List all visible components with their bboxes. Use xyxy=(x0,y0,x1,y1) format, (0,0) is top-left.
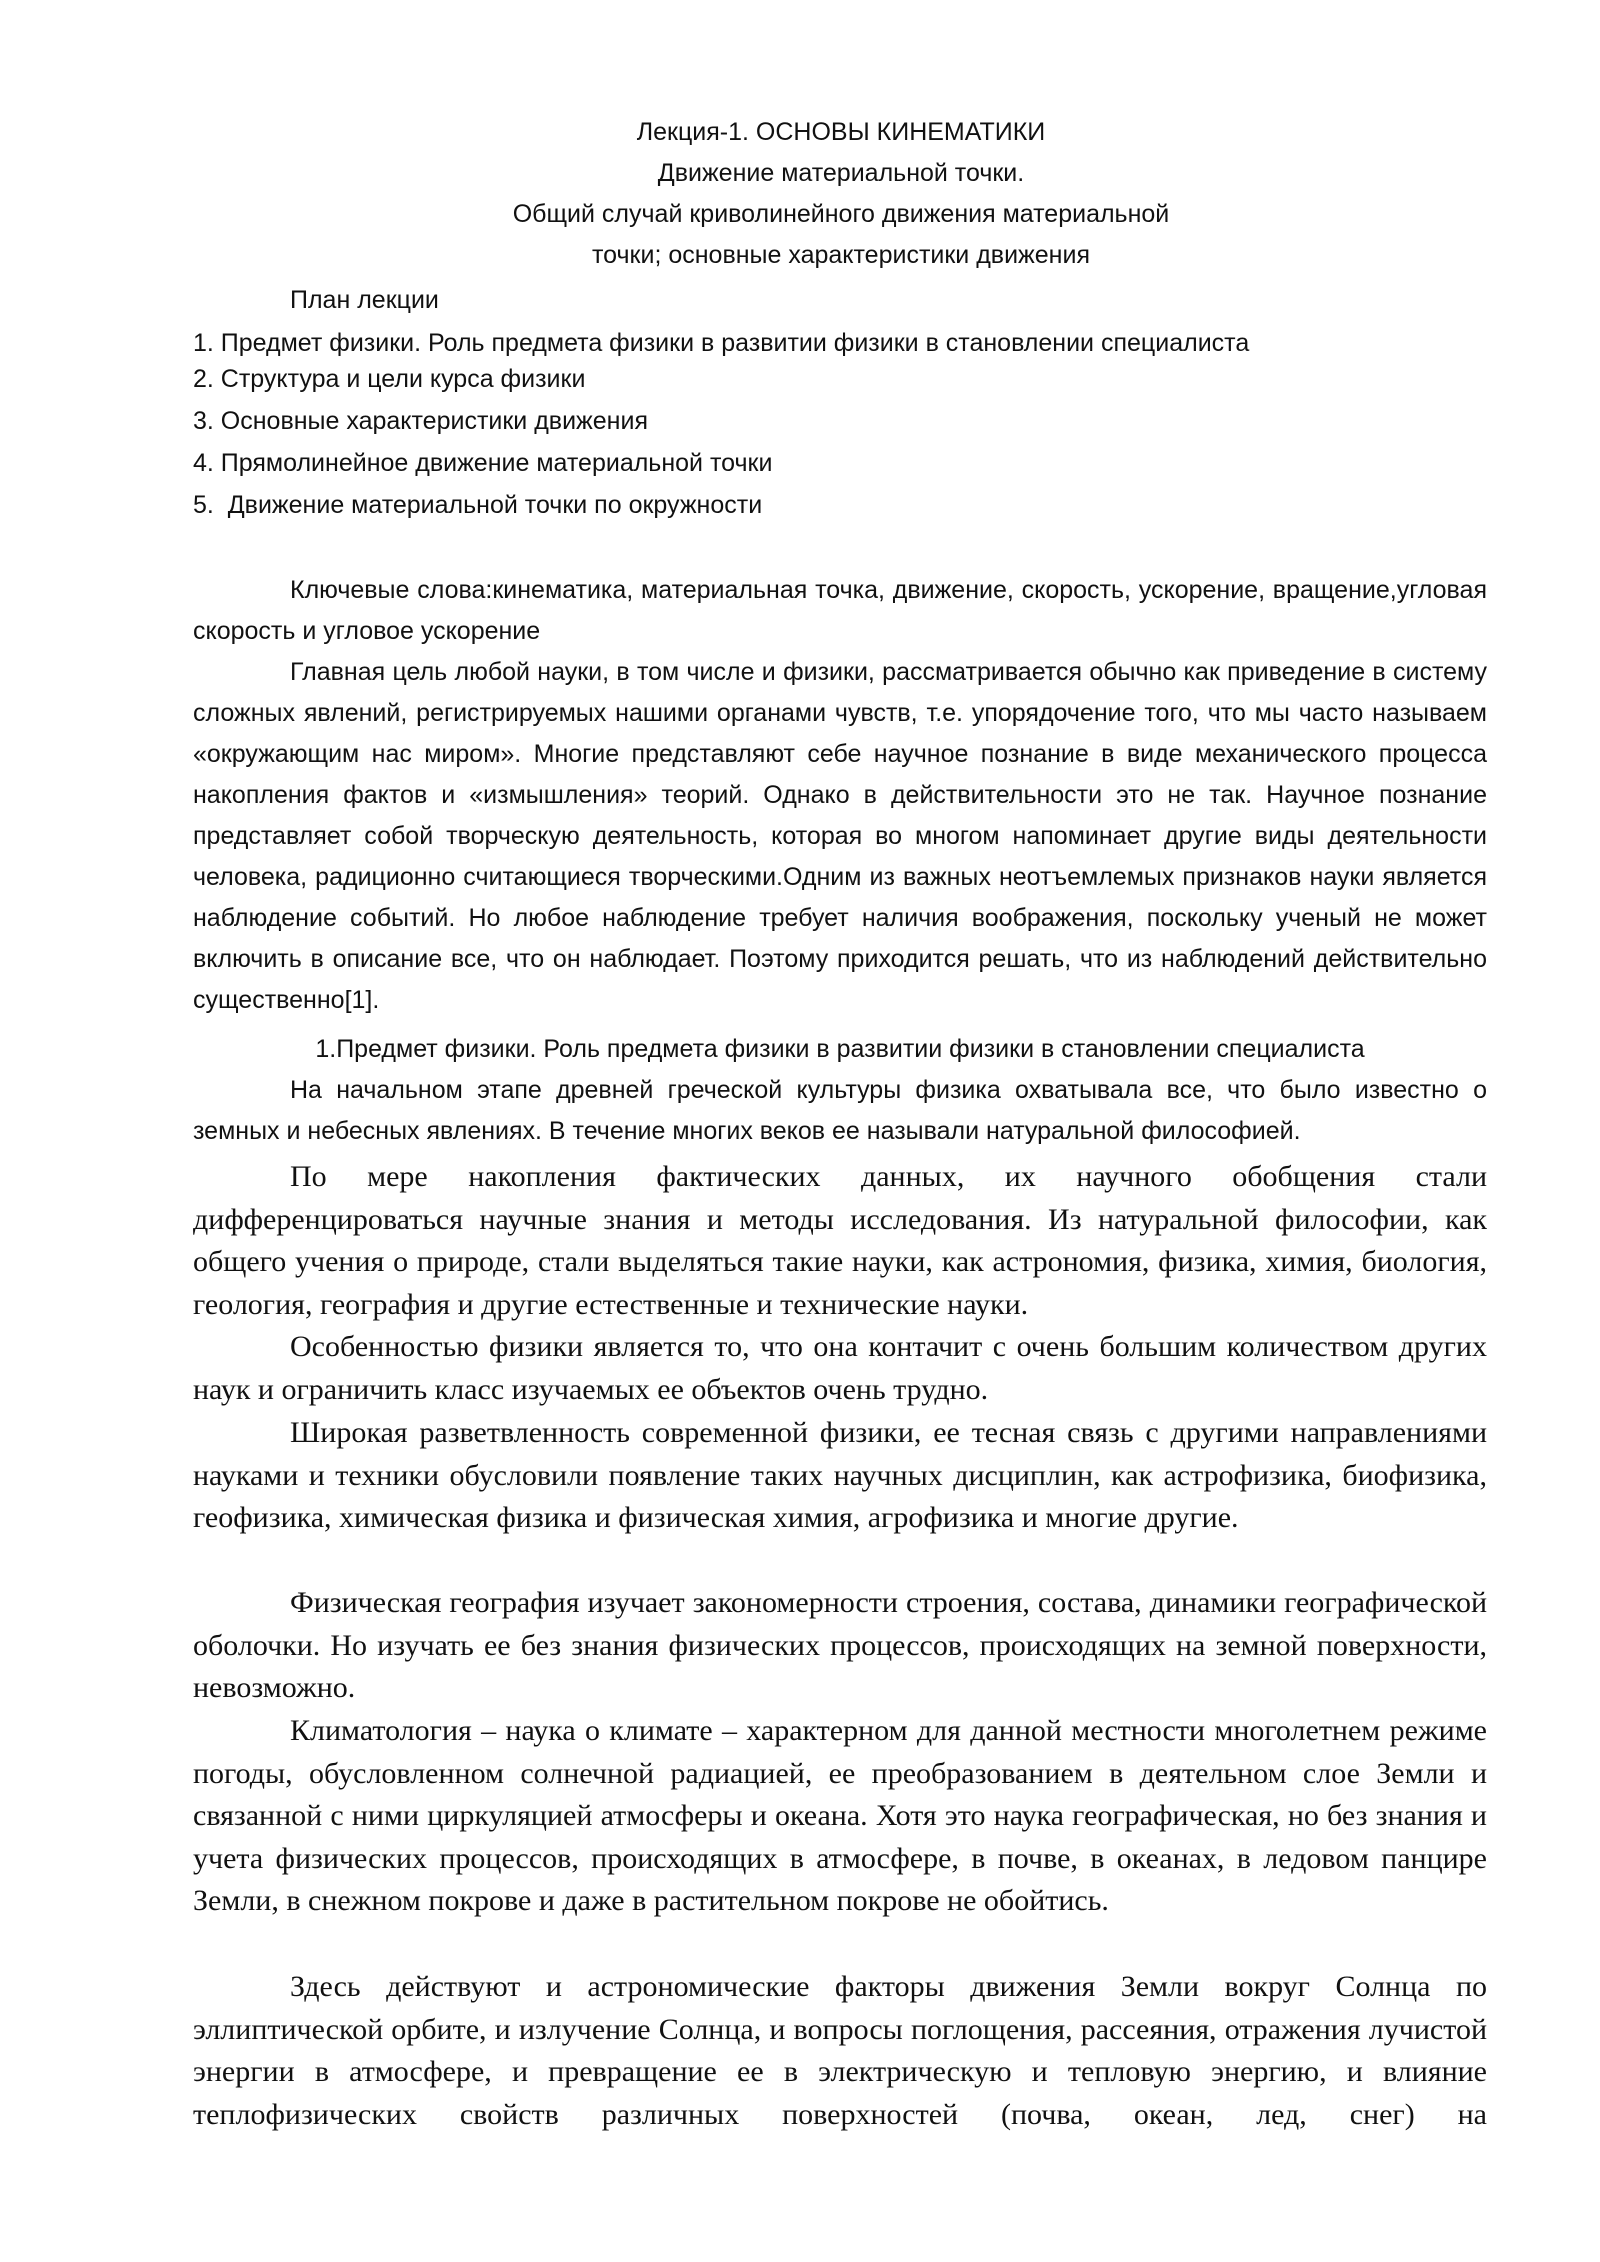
section-heading: 1.Предмет физики. Роль предмета физики в развитии физики в становлении специалиста xyxy=(315,1035,1365,1063)
section-paragraph: На начальном этапе древней греческой культуры физика охватывала все, что было известно о земных и небесных явлениях. В течение многих веков ее называли натуральной философией. xyxy=(193,1076,1487,1145)
intro-paragraph: Главная цель любой науки, в том числе и физики, рассматривается обычно как приведение в систему сложных явлений, регистрируемых нашими органами чувств, т.е. упорядочение того, что мы часто называем «окружающим нас миром». Многие представляют себе научное познание в виде механического процесса накопления фактов и «измышления» теорий. Однако в действительности это не так. Научное познание представляет собой творческую деятельность, которая во многом напоминает другие виды деятельности человека, радиционно считающиеся творческими.Одним из важных неотъемлемых признаков науки является наблюдение событий. Но любое наблюдение требует наличия воображения, поскольку ученый не может включить в описание все, что он наблюдает. Поэтому приходится решать, что из наблюдений действительно существенно[1]. xyxy=(193,658,1487,1014)
body-paragraph: Особенностью физики является то, что она контачит с очень большим количеством других наук и ограничить класс изучаемых ее объектов очень трудно. xyxy=(193,1330,1487,1406)
lecture-subtitle: Движение материальной точки. xyxy=(657,159,1025,187)
body-paragraph: Физическая география изучает закономерности строения, состава, динамики географической оболочки. Но изучать ее без знания физических процессов, происходящих на земной поверхности, невозможно. xyxy=(193,1586,1487,1704)
plan-item: 2. Структура и цели курса физики xyxy=(193,365,586,393)
body-paragraph: По мере накопления фактических данных, их научного обобщения стали дифференцироваться научные знания и методы исследования. Из натуральной философии, как общего учения о природе, стали выделяться такие науки, как астрономия, физика, химия, биология, геология, география и другие естественные и технические науки. xyxy=(193,1160,1487,1321)
lecture-title: Лекция-1. ОСНОВЫ КИНЕМАТИКИ xyxy=(636,118,1046,146)
plan-item: 4. Прямолинейное движение материальной точки xyxy=(193,449,773,477)
body-paragraph: Здесь действуют и астрономические факторы движения Земли вокруг Солнца по эллиптической орбите, и излучение Солнца, и вопросы поглощения, рассеяния, отражения лучистой энергии в атмосфере, и превращение ее в электрическую и тепловую энергию, и влияние теплофизических свойств различных поверхностей (почва, океан, лед, снег) на xyxy=(193,1970,1487,2131)
lecture-title-block xyxy=(195,112,1487,276)
plan-list xyxy=(193,323,1493,527)
plan-heading: План лекции xyxy=(290,286,439,314)
keywords-paragraph: Ключевые слова:кинематика, материальная точка, движение, скорость, ускорение, вращение,угловая скорость и угловое ускорение xyxy=(193,576,1487,645)
body-paragraph: Широкая разветвленность современной физики, ее тесная связь с другими направлениями науками и техники обусловили появление таких научных дисциплин, как астрофизика, биофизика, геофизика, химическая физика и физическая химия, агрофизика и многие другие. xyxy=(193,1416,1487,1534)
plan-item: 3. Основные характеристики движения xyxy=(193,407,648,435)
plan-item: 5. Движение материальной точки по окружности xyxy=(193,491,763,519)
lecture-subtitle: Общий случай криволинейного движения материальной xyxy=(512,200,1170,228)
plan-item: 1. Предмет физики. Роль предмета физики в развитии физики в становлении специалиста xyxy=(193,329,1250,357)
lecture-subtitle: точки; основные характеристики движения xyxy=(592,241,1090,269)
body-paragraph: Климатология – наука о климате – характерном для данной местности многолетнем режиме погоды, обусловленном солнечной радиацией, ее преобразованием в деятельном слое Земли и связанной с ними циркуляцией атмосферы и океана. Хотя это наука географическая, но без знания и учета физических процессов, происходящих в атмосфере, в почве, в океанах, в ледовом панцире Земли, в снежном покрове и даже в растительном покрове не обойтись. xyxy=(193,1714,1487,1917)
